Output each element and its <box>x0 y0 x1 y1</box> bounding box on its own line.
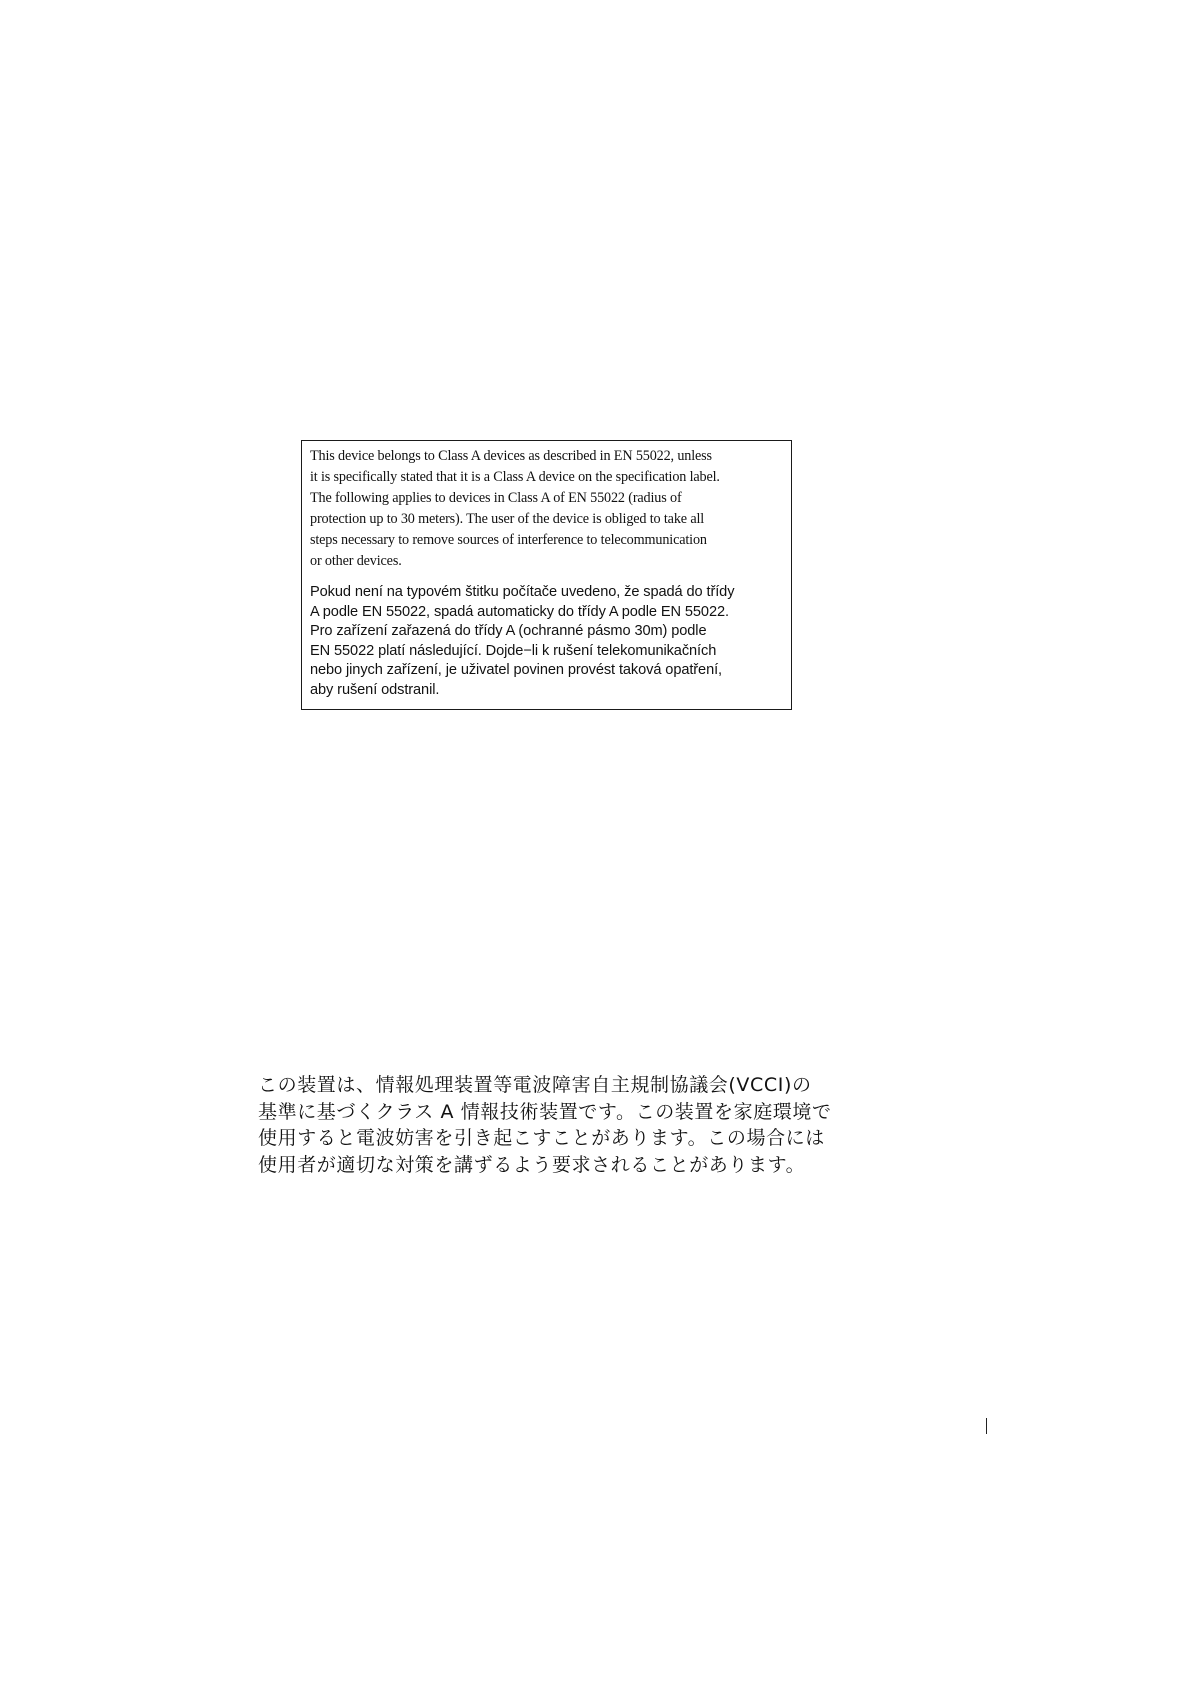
english-notice-line: or other devices. <box>310 553 402 569</box>
vcci-notice-line: 使用すると電波妨害を引き起こすことがあります。この場合には <box>258 1127 825 1149</box>
czech-notice-line: nebo jinych zařízení, je uživatel povinen provést taková opatření, <box>310 662 723 678</box>
english-notice-line: The following applies to devices in Class A of EN 55022 (radius of <box>310 490 682 506</box>
czech-notice-line: A podle EN 55022, spadá automaticky do třídy A podle EN 55022. <box>310 603 729 620</box>
vcci-notice-line: 使用者が適切な対策を講ずるよう要求されることがあります。 <box>258 1153 806 1176</box>
vcci-notice-line: 基準に基づくクラス A 情報技術装置です。この装置を家庭環境で <box>258 1100 832 1123</box>
english-notice <box>310 446 783 572</box>
czech-notice-line: EN 55022 platí následující. Dojde−li k rušení telekomunikačních <box>310 642 717 659</box>
czech-notice-line: aby rušení odstranil. <box>310 681 440 698</box>
page-edge-mark <box>986 1418 987 1434</box>
vcci-japanese-notice <box>258 1072 832 1178</box>
czech-notice <box>310 583 783 700</box>
english-notice-line: steps necessary to remove sources of interference to telecommunication <box>310 532 707 548</box>
class-a-notice-box <box>301 440 792 710</box>
czech-notice-line: Pokud není na typovém štitku počítače uvedeno, že spadá do třídy <box>310 584 735 600</box>
english-notice-line: protection up to 30 meters). The user of the device is obliged to take all <box>310 511 705 527</box>
czech-notice-line: Pro zařízení zařazená do třídy A (ochranné pásmo 30m) podle <box>310 623 707 639</box>
english-notice-line: This device belongs to Class A devices as described in EN 55022, unless <box>310 448 712 464</box>
english-notice-line: it is specifically stated that it is a Class A device on the specification label. <box>310 469 720 485</box>
vcci-notice-line: この装置は、情報処理装置等電波障害自主規制協議会(VCCI)の <box>258 1074 812 1096</box>
